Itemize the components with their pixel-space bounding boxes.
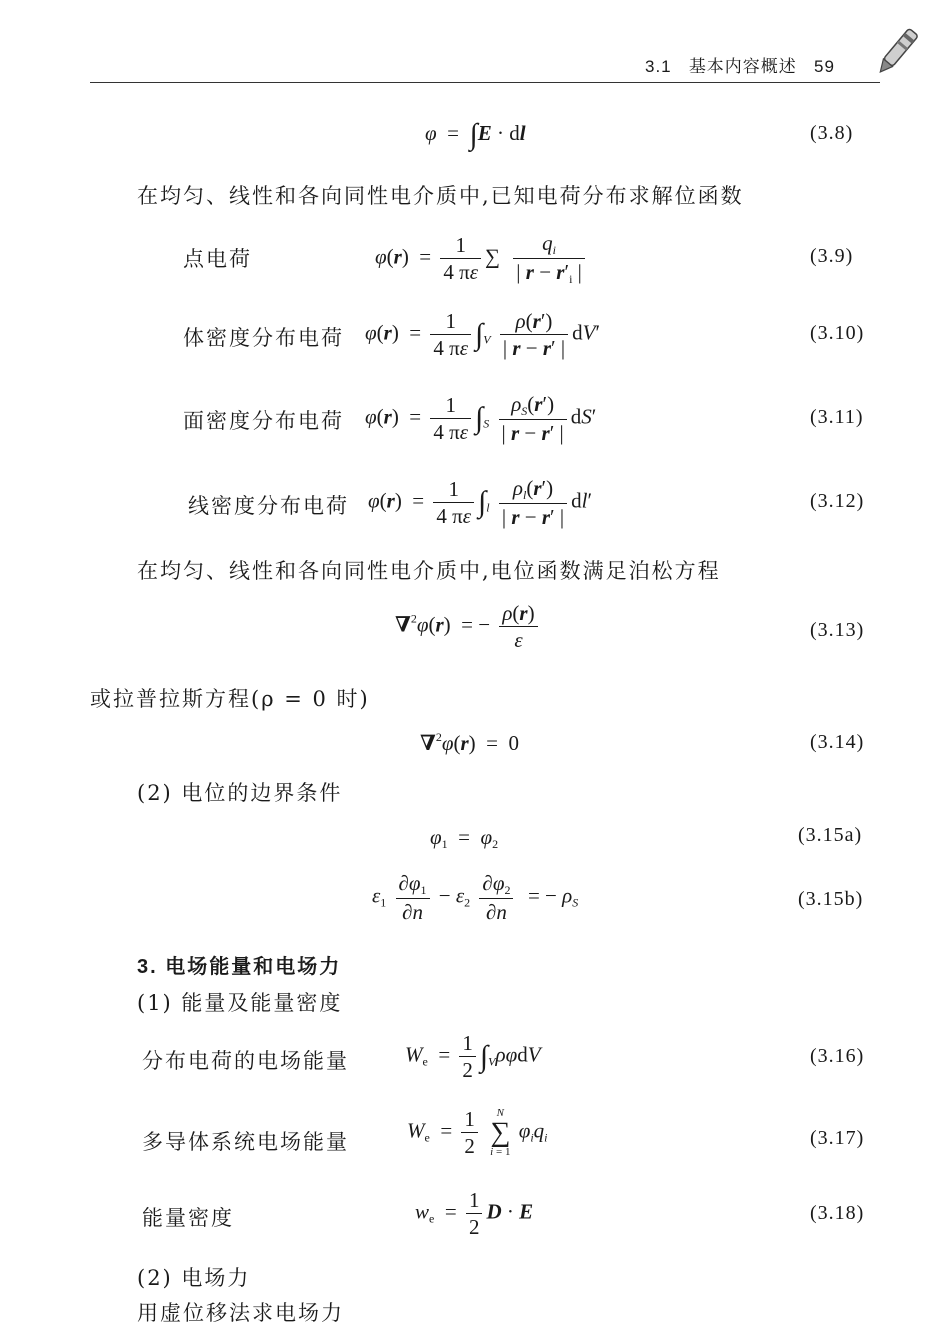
label-surface-charge: 面密度分布电荷 [183,409,344,433]
equation-number: (3.15a) [798,824,863,846]
equation-3-14: ∇$^2$φ(r) = 0 [420,730,519,755]
equation-number: (3.11) [810,406,864,428]
running-header [645,52,835,77]
subsection-heading: (2) 电位的边界条件 [137,781,343,805]
label-point-charge: 点电荷 [183,247,252,271]
equation-number: (3.8) [810,122,854,144]
label-line-charge: 线密度分布电荷 [188,494,349,518]
equation-3-13: ∇$^2$φ(r) = − $\frac{\rho(r)}{\varepsilon}$ [395,600,542,654]
equation-number: (3.9) [810,245,854,267]
section-number: 3.1 [645,57,672,76]
equation-3-10: φ(r) = $\frac{1}{4 \pi\varepsilon}$ $\int_V$ $\frac{\rho(r')}{| r - r' |}$ dV′ [365,309,601,361]
equation-3-18: $w_e$ = $\frac{1}{2}$ D · E [415,1188,534,1240]
equation-number: (3.13) [810,619,865,641]
page-number: 59 [813,57,835,76]
equation-3-15a: $\varphi_1 = \varphi_2$ [430,825,499,851]
equation-number: (3.18) [810,1202,865,1224]
equation-number: (3.16) [810,1045,865,1067]
equation-3-8: φ = ∫E · dl [425,118,526,151]
paragraph: 在均匀、线性和各向同性电介质中,已知电荷分布求解位函数 [137,184,744,208]
pen-icon [872,22,922,82]
paragraph: 在均匀、线性和各向同性电介质中,电位函数满足泊松方程 [137,559,721,583]
subsection-heading: (1) 能量及能量密度 [137,991,343,1015]
equation-3-16: $W_e$ = $\frac{1}{2}$ $\int_V\rho\varphi dV$ [405,1031,541,1083]
section-heading: 3. 电场能量和电场力 [137,956,342,978]
label-energy-density: 能量密度 [142,1206,234,1230]
label-distributed-energy: 分布电荷的电场能量 [142,1049,349,1073]
equation-3-9: φ(r) = $\frac{1}{4 \pi\varepsilon}$ ∑ $\frac{q_i}{| r - r'_i |}$ [375,230,589,287]
subsection-heading: (2) 电场力 [137,1266,251,1290]
section-title: 基本内容概述 [688,57,797,76]
equation-number: (3.12) [810,490,865,512]
equation-number: (3.15b) [798,888,864,910]
equation-3-15b: $\varepsilon_1$ $\frac{\partial\varphi_1}{\partial n}$ − $\varepsilon_2$ $\frac{\partial\varphi_2}{\partial n}$ = − $\rho_S$ [372,871,579,924]
equation-3-12: φ(r) = $\frac{1}{4 \pi\varepsilon}$ $\int_l$ $\frac{\rho_l(r')}{| r - r' |}$ dl′ [368,476,593,529]
equation-number: (3.10) [810,322,865,344]
label-volume-charge: 体密度分布电荷 [183,326,344,350]
equation-3-11: φ(r) = $\frac{1}{4 \pi\varepsilon}$ $\int_S$ $\frac{\rho_S(r')}{| r - r' |}$ dS′ [365,392,597,445]
label-multi-conductor-energy: 多导体系统电场能量 [142,1130,349,1154]
equation-number: (3.14) [810,731,865,753]
equation-3-17: $W_e$ = $\frac{1}{2}$ N ∑ i = 1 $\varphi_iq_i$ [407,1106,548,1159]
header-rule [90,82,880,83]
paragraph: 或拉普拉斯方程(ρ = 0 时) [90,687,370,711]
paragraph: 用虚位移法求电场力 [137,1301,344,1325]
equation-number: (3.17) [810,1127,865,1149]
